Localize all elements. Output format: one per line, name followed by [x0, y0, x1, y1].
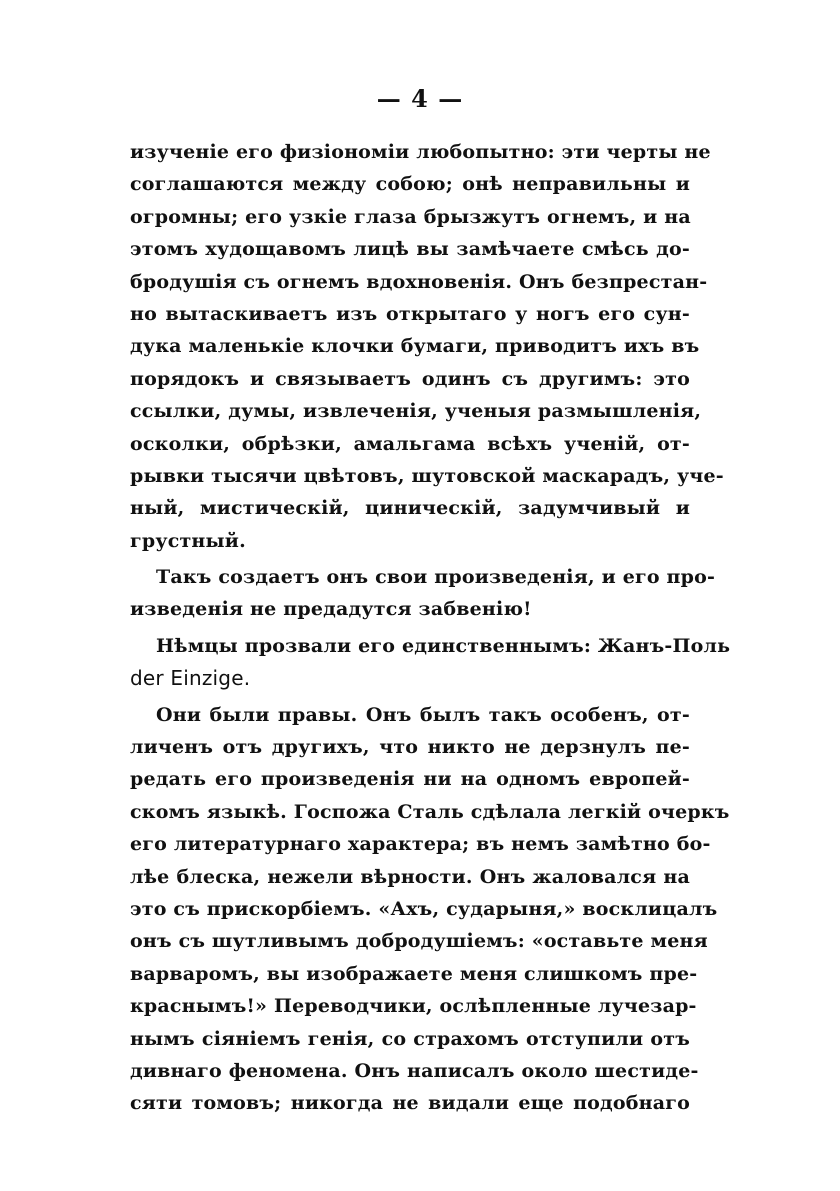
- page-number: — 4 —: [376, 84, 464, 113]
- text-line: варваромъ, вы изображаете меня слишкомъ пре-: [130, 962, 698, 985]
- text-line: скомъ языкѣ. Госпожа Сталь сдѣлала легкій очеркъ: [130, 800, 730, 823]
- body-text: [130, 136, 731, 1120]
- text-line: краснымъ!» Переводчики, ослѣпленные лучезар-: [130, 995, 697, 1018]
- text-line: осколки, обрѣзки, амальгама всѣхъ ученій, от-: [130, 432, 690, 455]
- text-line: изведенія не предадутся забвенію!: [130, 598, 532, 621]
- text-line: дивнаго феномена. Онъ написалъ около шестиде-: [130, 1059, 699, 1082]
- text-line: этомъ худощавомъ лицѣ вы замѣчаете смѣсь до-: [130, 238, 690, 261]
- text-line: сяти томовъ; никогда не видали еще подобнаго: [130, 1092, 690, 1115]
- text-line: соглашаются между собою; онѣ неправильны и: [130, 173, 690, 196]
- text-line: ссылки, думы, извлеченія, ученыя размышленія,: [130, 400, 702, 423]
- text-line: изученіе его физіономіи любопытно: эти черты не: [130, 141, 711, 163]
- text-line: онъ съ шутливымъ добродушіемъ: «оставьте меня: [130, 930, 708, 953]
- paragraph-4: [130, 699, 730, 1120]
- text-line: der Einzige.: [130, 666, 251, 691]
- text-line: лѣе блеска, нежели вѣрности. Онъ жаловался на: [130, 865, 690, 888]
- text-line: рывки тысячи цвѣтовъ, шутовской маскарадъ, уче-: [130, 464, 724, 487]
- text-line: Они были правы. Онъ былъ такъ особенъ, от-: [156, 703, 690, 726]
- text-line: это съ прискорбіемъ. «Ахъ, сударыня,» восклицалъ: [130, 897, 718, 920]
- text-line: грустный.: [130, 529, 246, 552]
- text-line: Нѣмцы прозвали его единственнымъ: Жанъ-Поль: [156, 634, 731, 657]
- text-line: бродушія съ огнемъ вдохновенія. Онъ безпрестан-: [130, 270, 708, 293]
- text-line: редать его произведенія ни на одномъ европей-: [130, 768, 690, 791]
- paragraph-2: [130, 561, 716, 626]
- text-line: нымъ сіяніемъ генія, со страхомъ отступили отъ: [130, 1027, 690, 1050]
- text-line: ный, мистическій, циническій, задумчивый и: [130, 497, 690, 520]
- text-line: его литературнаго характера; въ немъ замѣтно бо-: [130, 833, 711, 856]
- text-line: но вытаскиваетъ изъ открытаго у ногъ его сун-: [130, 302, 690, 325]
- text-line: личенъ отъ другихъ, что никто не дерзнулъ пе-: [130, 736, 690, 759]
- text-line: порядокъ и связываетъ одинъ съ другимъ: это: [130, 367, 690, 390]
- paragraph-3: [130, 630, 731, 695]
- paragraph-1: [130, 136, 724, 557]
- text-line: дука маленькіе клочки бумаги, приводитъ ихъ въ: [130, 335, 700, 358]
- text-line: Такъ создаетъ онъ свои произведенія, и его про-: [156, 566, 716, 589]
- text-line: огромны; его узкіе глаза брызжутъ огнемъ, и на: [130, 205, 691, 228]
